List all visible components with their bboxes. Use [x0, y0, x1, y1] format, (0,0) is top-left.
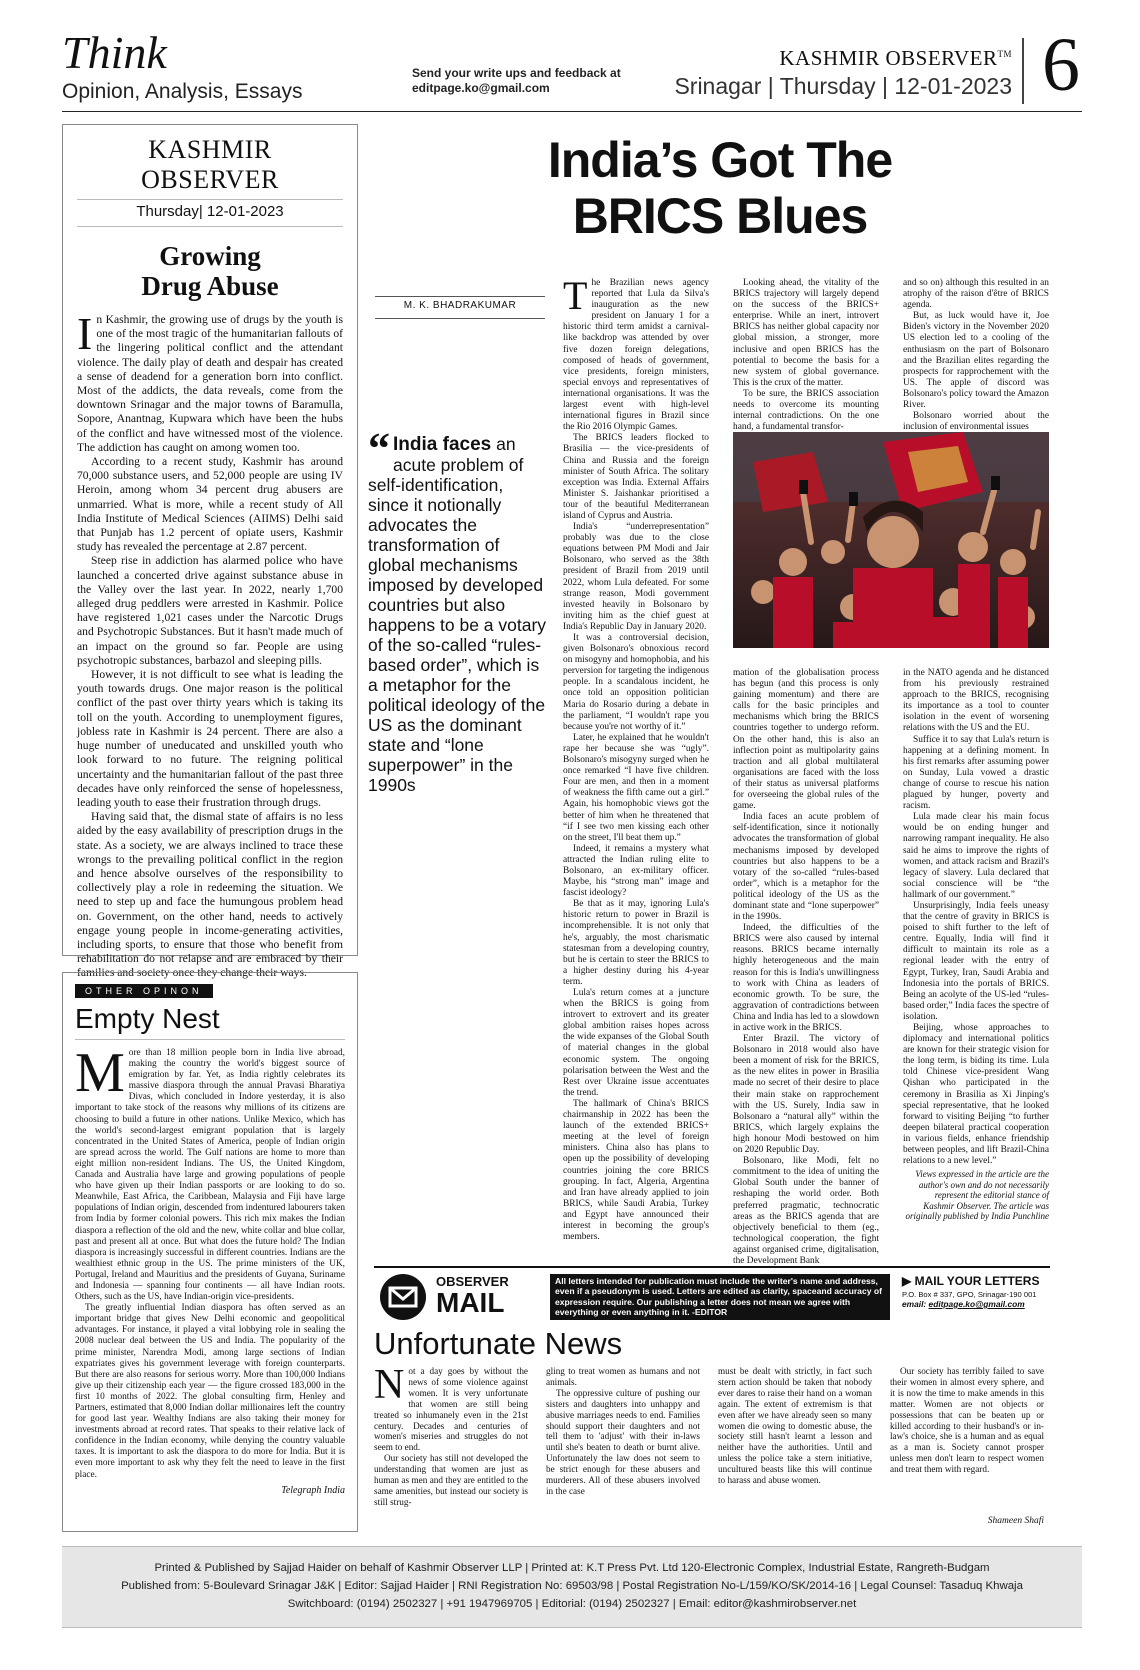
article-paragraph: Suffice it to say that Lula's return is happening at a defining moment. In his first remarks after assuming power on Sunday, Lula vowed a drastic change of course to rescue his nation plagued by hunger, poverty and racism. [903, 734, 1049, 812]
letter-paragraph: The oppressive culture of pushing our sisters and daughters into unhappy and abusive marriages needs to end. Families should support their daughters and not tell them to 'adjust' with their in-laws until she's beaten to death or burnt alive. Unfortunately the law does not seem to be strict enough for these abusers and murderers. All of these abusers involved in the case [546, 1387, 700, 1496]
dateline: Srinagar | Thursday | 12-01-2023 [674, 73, 1012, 99]
brand-block [674, 46, 1012, 100]
drop-cap: N [374, 1362, 405, 1408]
other-opinion-paragraph: The greatly influential Indian diaspora has often served as an important bridge that gives New Delhi economic and geopolitical advantages. For instance, it played a vital lobbying role in sealing the 2008 nuclear deal between the US and India. The popularity of the prime minister, Narendra Modi, among large sections of Indian expatriates gives his government leverage with foreign counterparts. But there are also reasons for serious worry. More than 100,000 Indians give up their citizenship each year — the figure crossed 183,000 in the first 10 months of 2022. The global consulting firm, Henley and Partners, estimated that 8,000 Indian dollar millionaires left the country for good last year. Wealthy Indians are also taking their money for investments abroad at record rates. That speaks to their relative lack of confidence in the Indian economy, while denying the country valuable taxes. It is important to ask the diaspora to do more for India. But it is even more important to ask why they felt the need to leave in the first place. [75, 1303, 345, 1480]
article-paragraph: Indeed, the difficulties of the BRICS were also caused by internal reasons. BRICS became internally highly heterogeneous and the main reason for this is India's unwillingness to work with China as leaders of economic growth. To be sure, the aggravation of contradictions between China and India has led to a slowdown in active work in the BRICS. [733, 923, 879, 1033]
editorial-paragraph: Steep rise in addiction has alarmed police who have launched a concerted drive against substance abuse in the Valley over the last year. In 2022, nearly 1,700 alleged drug peddlers were arrested in Kashmir. Police have registered 1,021 cases under the Narcotic Drugs and Psychotropic Substances. But it hasn't made much of an impact on the ground so far. People are using psychotropic substances, barbazol and sleeping pills. [77, 554, 343, 667]
editorial-brand: KASHMIR OBSERVER [77, 135, 343, 200]
article-paragraph: mation of the globalisation process has begun (and this process is only gaining momentum) and there are calls for the basic principles and mechanisms which bring the BRICS countries together to undergo reform. On the other hand, this is also an inflection point as multipolarity gains traction and all global multilateral organisations are faced with the loss of their status as universal platforms for overseeing the global rules of the game. [733, 668, 879, 812]
feedback-email[interactable]: editpage.ko@gmail.com [412, 81, 550, 95]
article-paragraph: in the NATO agenda and he distanced from his previously restrained approach to the BRICS, recognising its importance as a tool to counter isolation in the event of worsening relations with the US and the EU. [903, 668, 1049, 734]
drop-cap: T [563, 273, 588, 318]
article-paragraph: The Brazilian news agency reported that Lula da Silva's inauguration as the new president on January 1 for a historic third term amidst a carnival-like backdrop was attended by over five dozen foreign delegations, composed of heads of government, vice presidents, foreign ministers, special envoys and representatives of international organisations. It was the largest event with high-level international figures in Brazil since the Rio 2016 Olympic Games. [563, 273, 709, 433]
article-paragraph: Bolsonaro worried about the inclusion of environmental issues [903, 411, 1049, 433]
editorial-box [62, 124, 358, 980]
mail-address: P.O. Box # 337, GPO, Srinagar-190 001 [902, 1290, 1037, 1299]
letter-paragraph: gling to treat women as humans and not animals. [546, 1366, 700, 1387]
imprint-footer [62, 1546, 1082, 1628]
article-paragraph: But, as luck would have it, Joe Biden's victory in the November 2020 US election led to a cooling of the enthusiasm on the part of Bolsonaro and the Brazilian elites regarding the prospects for rapprochement with the US. The apple of discord was Bolsonaro's policy toward the Amazon River. [903, 311, 1049, 411]
article-column [733, 278, 879, 433]
article-paragraph: India faces an acute problem of self-identification, since it notionally advocates the transformation of global mechanisms imposed by developed countries but also happens to be a votary of the so-called “rules-based order”, which is a metaphor for the political ideology of the US as the dominant state and “lone superpower” in the 1990s. [733, 812, 879, 923]
other-opinion-box [62, 972, 358, 1532]
drop-cap: I [77, 308, 93, 359]
editorial-title: Growing Drug Abuse [141, 241, 279, 301]
other-opinion-source: Telegraph India [281, 1484, 345, 1496]
trademark: TM [997, 49, 1012, 59]
imprint-line: Switchboard: (0194) 2502327 | +91 1947969705 | Editorial: (0194) 2502327 | Email: editor@kashmirobserver.net [287, 1598, 857, 1610]
mail-contact [902, 1274, 1050, 1309]
pull-quote: “ India faces an acute problem of self-identification, since it notionally advocates the transformation of global mechanisms imposed by developed countries but also happens to be a votary of the so-called “rules-based order”, which is a metaphor for the political ideology of the US as the dominant state and “lone superpower” in the 1990s [368, 424, 547, 795]
article-photo [733, 432, 1049, 648]
article-paragraph: Looking ahead, the vitality of the BRICS trajectory will largely depend on the success of the BRICS+ enterprise. While an inert, introvert BRICS has neither global capacity nor global mission, a stronger, more inclusive and open BRICS has the potential to become the basis for a new system of global governance. This is the crux of the matter. [733, 278, 879, 388]
letter-column [718, 1366, 872, 1516]
article-byline: M. K. BHADRAKUMAR [403, 300, 517, 311]
article-paragraph: Beijing, whose approaches to diplomacy and international politics are known for their strategic vision for the long term, is biding its time. Lula told Chinese vice-president Wang Qishan who participated in the ceremony in Brasilia as Xi Jinping's special representative, that he looked forward to visiting Beijing “to further deepen bilateral practical cooperation in various fields, enhance friendship between peoples, and lift Brazil-China relations to a new level.” [903, 1023, 1049, 1167]
article-column [903, 668, 1049, 1234]
byline-rule [375, 296, 545, 297]
article-paragraph: and so on) although this resulted in an atrophy of the raison d'être of BRICS agenda. [903, 278, 1049, 311]
letter-paragraph: Not a day goes by without the news of some violence against women. It is very unfortunate that women are still being treated so inhumanely even in the 21st century. Decades and centuries of women's miseries and struggles do not seem to end. [374, 1362, 528, 1453]
feedback-line: Send your write ups and feedback at [412, 66, 621, 80]
brand-name: KASHMIR OBSERVER™ [779, 46, 1012, 70]
section-title: Think [62, 27, 167, 78]
article-paragraph: The BRICS leaders flocked to Brasilia — the vice-presidents of China and Russia and the foreign minister of South Africa. The solitary exception was India. External Affairs Minister S. Jaishankar prioritised a tour of the beautiful Mediterranean island of Cyprus and Austria. [563, 433, 709, 521]
mail-policy: All letters intended for publication must include the writer's name and address, even if a pseudonym is used. Letters are edited as clarity, spaceand accuracy of expression require. Our publishing a letter does not mean we agree with everything or even anything in it. -EDITOR [550, 1274, 890, 1320]
article-paragraph: Be that as it may, ignoring Lula's historic return to power in Brazil is incomprehensible. It is not only that he's, arguably, the most charismatic statesman from a developing country, but he is certain to steer the BRICS to a higher destiny during his 4-year term. [563, 899, 709, 987]
article-paragraph: Enter Brazil. The victory of Bolsonaro in 2018 would also have been a moment of risk for the BRICS, as the new elites in power in Brasilia made no secret of their desire to place their main stake on rapprochement with the US. Surely, India saw in Bolsonaro a “natural ally” within the BRICS, which largely explains the high honour Modi bestowed on him on 2020 Republic Day. [733, 1034, 879, 1156]
letter-paragraph: Our society has still not developed the understanding that women are just as human as men and they are entitled to the same amenities, but instead our society is still strug- [374, 1453, 528, 1507]
envelope-icon [380, 1274, 426, 1320]
page-number: 6 [1042, 23, 1080, 107]
letter-column [374, 1362, 528, 1516]
feedback-note [412, 66, 621, 96]
article-column [903, 278, 1049, 433]
editorial-paragraph: According to a recent study, Kashmir has around 70,000 substance users, and 52,000 people are using IV Heroin, among whom 34 percent drug abusers are unmarried. What is more, while a recent study of All India Institute of Medical Sciences (AIIMS) Delhi said that Punjab has 1.2 percent of opiate users, Kashmir study has revealed the percentage at 2.87 percent. [77, 455, 343, 554]
letter-title: Unfortunate News [374, 1326, 623, 1361]
crowd-photo-illustration [733, 432, 1049, 648]
article-column [563, 273, 709, 1243]
editorial-paragraph: Having said that, the dismal state of affairs is no less aided by the easy availability of prescription drugs in the state. As a society, we are always inclined to trace these wrongs to the prevailing political conflict in the region and hence absolve ourselves of the responsibility to collectively play a role in redeeming the situation. We need to step up and face the humungous problem head on. Government, on the other hand, needs to actively engage young people in income-generating activities, including sports, to ensure that those who benefit from rehabilitation do not relapse and are embraced by their families and society once they change their ways. [77, 810, 343, 980]
section-subtitle: Opinion, Analysis, Essays [62, 80, 303, 103]
mail-email[interactable]: email: editpage.ko@gmail.com [902, 1299, 1025, 1309]
other-opinion-paragraph: More than 18 million people born in India live abroad, making the country the world's biggest source of emigration by far. Yet, as India rightly celebrates its massive diaspora through the annual Pravasi Bharatiya Divas, which concluded in Indore yesterday, it is also important to take stock of the reasons why millions of its citizens are choosing to build a future in other nations. Unlike Mexico, which has the world's second-largest emigrant population that is largely concentrated in the United States of America, people of Indian origin are spread across the world. The Gulf nations are home to more than eight million non-resident Indians. The US, the United Kingdom, Canada and Australia have large and growing populations of people who have given up their Indian passports or are looking to do so. Meanwhile, East Africa, the Caribbean, Malaysia and Fiji have large populations of Indian origin, descended from indentured labourers taken from India by former colonial powers. This rich mix makes the Indian diaspora a reflection of the old and the new, white collar and blue collar, past and present all at once. But what does the future hold? The Indian diaspora is increasingly successful in different countries. Indians are the wealthiest ethnic group in the US. The prime ministers of the UK, Portugal, Ireland and Mauritius and the presidents of Guyana, Suriname and Indonesia — spanning four continents — all have Indian roots. Others, such as the US, have Indian-origin vice-presidents. [75, 1042, 345, 1303]
article-paragraph: Lula's return comes at a juncture when the BRICS is going from introvert to extrovert and its greater global ambition raises hopes across the wide expanses of the Global South of material changes in the global economic system. The ongoing polarisation between the West and the Rest over Ukraine issue accentuates the trend. [563, 988, 709, 1098]
mail-banner [374, 1272, 1050, 1322]
arrow-right-icon: ▶ [902, 1274, 912, 1288]
article-paragraph: Lula made clear his main focus would be on ending hunger and narrowing rampant inequality. He also said he aims to improve the rights of women, and attack racism and Brazil's legacy of slavery. Lula declared that social conscience will be “the hallmark of our government.” [903, 812, 1049, 900]
page-number-divider [1022, 38, 1024, 104]
article-paragraph: It was a controversial decision, given Bolsonaro's obnoxious record on misogyny and homophobia, and his perversion for targeting the indigenous people. In a scandalous incident, he once told an opposition politician Maria do Rosario during a debate in the parliament, “I wouldn't rape you because you're not worthy of it.” [563, 633, 709, 732]
article-disclaimer: Views expressed in the article are the author's own and do not necessarily represent the editorial stance of Kashmir Observer. The article was originally published by India Punchline [905, 1169, 1049, 1222]
article-paragraph: Indeed, it remains a mystery what attracted the Indian ruling elite to Bolsonaro, an ex-military officer. Maybe, his “strong man” image and fascist ideology? [563, 843, 709, 899]
imprint-line: Published from: 5-Boulevard Srinagar J&K | Editor: Sajjad Haider | RNI Registration No: 69503/98 | Postal Registration No-L/159/KO/SK/2014-16 | Legal Counsel: Tasaduq Khwaja [121, 1580, 1023, 1592]
article-paragraph: Unsurprisingly, India feels uneasy that the centre of gravity in BRICS is poised to shift further to the left of centre. Equally, India will find it difficult to maintain its role as a regional leader with the entry of Egypt, Turkey, Iran, Saudi Arabia and Indonesia into the portals of BRICS. Being an acolyte of the US-led “rules-based order,” India faces the spectre of isolation. [903, 900, 1049, 1022]
editorial-paragraph: In Kashmir, the growing use of drugs by the youth is one of the most tragic of the humanitarian fallouts of the lingering political conflict and the attendant violence. The daily play of death and despair has created a sense of deadend for a generation born into conflict. Most of the addicts, the data reveals, come from the downtown Srinagar and the major towns of Baramulla, Sopore, Anantnag, Kupwara which have been the hubs of the conflict and have witnessed most of the violence. The addiction has caught on among women too. [77, 308, 343, 454]
byline-rule [375, 318, 545, 319]
quote-mark-icon: “ [368, 424, 390, 473]
other-opinion-body [75, 1042, 345, 1481]
other-opinion-title: Empty Nest [75, 1003, 345, 1040]
letter-paragraph: must be dealt with strictly, in fact such stern action should be taken that nobody ever dares to raise their hand on a woman again. The extent of extremism is that even after we have already seen so many women die owing to domestic abuse, the society still hasn't learnt a lesson and neither have the authorities. Until and unless the police take a stern initiative, uncultured beasts like this will continue to harass and abuse women. [718, 1366, 872, 1486]
mail-contact-title: ▶ MAIL YOUR LETTERS [902, 1274, 1040, 1288]
article-column [733, 668, 879, 1266]
letter-author: Shameen Shafi [987, 1516, 1044, 1526]
article-paragraph: The hallmark of China's BRICS chairmanship in 2022 has been the launch of the extended BRICS+ meeting at the level of foreign ministers. China also has plans to open up the possibility of developing countries joining the core BRICS grouping. In fact, Algeria, Argentina and Iran have already applied to join BRICS, while Saudi Arabia, Turkey and Egypt have announced their interest in becoming the group's members. [563, 1098, 709, 1243]
other-opinion-label: OTHER OPINON [75, 984, 213, 998]
masthead [62, 23, 1082, 112]
article-paragraph: Later, he explained that he wouldn't rape her because she was “ugly”. Bolsonaro's misogyny surged when he once remarked “I have five children. Four are men, and then in a moment of weakness the fifth came out a girl.” Again, his homophobic views got the better of him when he threatened that “if I see two men kissing each other on the street, I'll beat them up.” [563, 732, 709, 843]
editorial-date: Thursday| 12-01-2023 [77, 203, 343, 227]
letter-column [546, 1366, 700, 1516]
article-paragraph: Bolsonaro, like Modi, felt no commitment to the idea of uniting the Global South under the banner of reshaping the world order. Both preferred pragmatic, technocratic areas as the BRICS agenda that are objectively beneficial to them (eg., technological cooperation, the fight against organised crime, digitalisation, the Development Bank [733, 1156, 879, 1266]
section-divider [374, 1266, 1050, 1268]
letter-paragraph: Our society has terribly failed to save their women in almost every sphere, and it is now the time to make amends in this matter. Women are not objects or possessions that can be beaten up or killed according to their husband's or in-law's choice, she is a human and as equal as a man is. Society cannot prosper unless men don't learn to respect women and treat them with regard. [890, 1366, 1044, 1475]
imprint-line: Printed & Published by Sajjad Haider on behalf of Kashmir Observer LLP | Printed at: K.T Press Pvt. Ltd 120-Electronic Complex, Industrial Estate, Rangreth-Budgam [154, 1562, 990, 1574]
article-paragraph: India's “underrepresentation” probably was due to the close equations between PM Modi and Jair Bolsonaro, who served as the 38th president of Brazil from 2019 until 2022, whom Lula defeated. For some strange reason, Modi government invested heavily in Bolsonaro by inviting him as the chief guest at India's Republic Day in January 2020. [563, 522, 709, 632]
editorial-paragraph: However, it is not difficult to see what is leading the youth towards drugs. One major reason is the political conflict of the past over thirty years which is taking its toll on the youth. According to unemployment figures, jobless rate in Kashmir is 24 percent. There are also a huge number of uneducated and unskilled youth who look forward to no future. The reigning political uncertainty and the humanitarian fallout of the past three decades have only reinforced the sense of hopelessness, leading youth to ease their frustration through drugs. [77, 668, 343, 809]
editorial-body [77, 308, 343, 981]
mail-heading: MAIL [436, 1287, 505, 1318]
article-paragraph: To be sure, the BRICS association needs to overcome its mounting internal contradictions. On the one hand, a fundamental transfor- [733, 388, 879, 433]
article-headline: India’s Got The BRICS Blues [547, 132, 893, 244]
letter-column [890, 1366, 1044, 1516]
mail-heading-small: OBSERVER [436, 1274, 509, 1289]
drop-cap: M [75, 1042, 125, 1104]
